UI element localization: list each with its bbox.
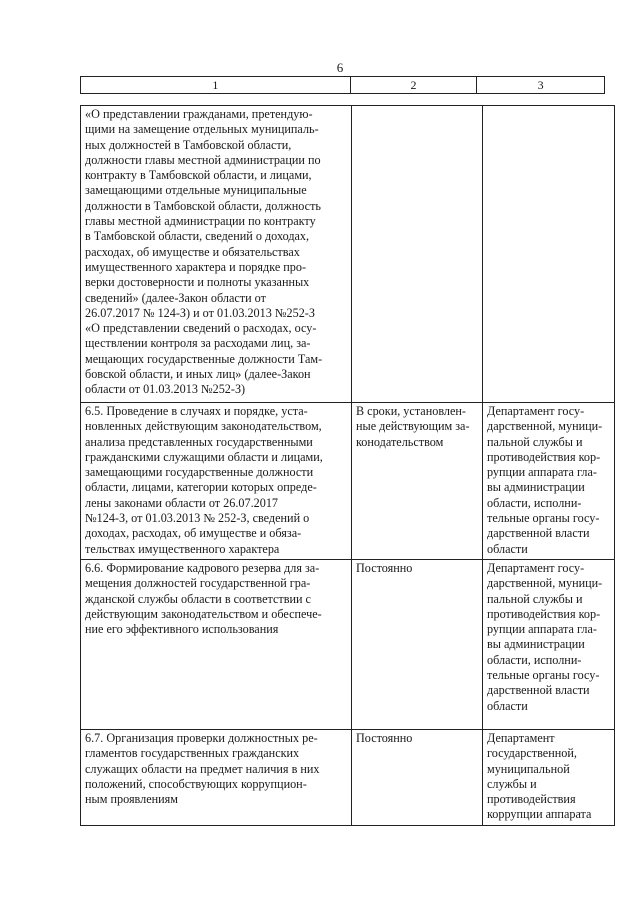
- table-row: [81, 403, 615, 560]
- page-number: 6: [336, 60, 344, 75]
- executor-cell: [483, 403, 615, 560]
- measure-cell: [81, 560, 352, 730]
- table-row: [81, 106, 615, 403]
- table-row: [81, 730, 615, 826]
- measure-text: 6.5. Проведение в случаях и порядке, уста- новленных действующим законодательством, анализа представленных государственными гражданскими служащими области и лицами, замещающими государственные должности области, лицами, категории которых опреде- лены законами области от 26.07.2017 №124-З, от 01.03.2013 № 252-З, сведений о доходах, расходах, об имуществе и обяза- тельствах имущественного характера: [85, 404, 323, 556]
- executor-cell: [483, 106, 615, 403]
- measure-cell: [81, 730, 352, 826]
- executor-text: Департамент госу- дарственной, муници- пальной службы и противодействия кор- рупции аппарата гла- вы администрации области, исполни- тельные органы госу- дарственной власти области: [487, 561, 603, 713]
- measures-table: [80, 105, 615, 826]
- executor-cell: [483, 730, 615, 826]
- term-text: Постоянно: [356, 561, 413, 575]
- column-header-2: 2: [350, 77, 477, 94]
- column-header-3: 3: [477, 77, 605, 94]
- term-cell: [352, 106, 483, 403]
- executor-cell: [483, 560, 615, 730]
- term-cell: [352, 403, 483, 560]
- executor-text: Департамент государственной, муниципальной службы и противодействия коррупции аппарата: [487, 731, 592, 822]
- measure-cell: [81, 403, 352, 560]
- measure-text: 6.7. Организация проверки должностных ре- гламентов государственных гражданских служащих области на предмет наличия в них положений, способствующих коррупцион- ным проявлениям: [85, 731, 320, 807]
- measure-cell: [81, 106, 352, 403]
- column-header-table: [80, 76, 605, 94]
- measure-text: 6.6. Формирование кадрового резерва для за- мещения должностей государственной гра- жданской службы области в соответствии с действующим законодательством и обеспече- ние его эффективного использования: [85, 561, 322, 637]
- term-text: В сроки, установлен- ные действующим за- конодательством: [356, 404, 470, 449]
- term-cell: [352, 560, 483, 730]
- term-text: Постоянно: [356, 731, 413, 745]
- measure-text: «О представлении гражданами, претендую- щими на замещение отдельных муниципаль- ных должностей в Тамбовской области, должности главы местной администрации по контракту в Тамбовской области, и лицами, замещающими отдельные муниципальные должности в Тамбовской области, должность главы местной администрации по контракту в Тамбовской области, сведений о доходах, расходах, об имуществе и обязательствах имущественного характера и порядке про- верки достоверности и полноты указанных сведений» (далее-Закон области от 26.07.2017 № 124-З) и от 01.03.2013 №252-З «О представлении сведений о расходах, осу- ществлении контроля за расходами лиц, за- мещающих государственные должности Там- бовской области, и иных лиц» (далее-Закон области от 01.03.2013 №252-З): [85, 107, 323, 397]
- term-cell: [352, 730, 483, 826]
- table-row: [81, 560, 615, 730]
- executor-text: Департамент госу- дарственной, муници- пальной службы и противодействия кор- рупции аппарата гла- вы администрации области, исполни- тельные органы госу- дарственной власти области: [487, 404, 603, 556]
- column-header-1: 1: [81, 77, 351, 94]
